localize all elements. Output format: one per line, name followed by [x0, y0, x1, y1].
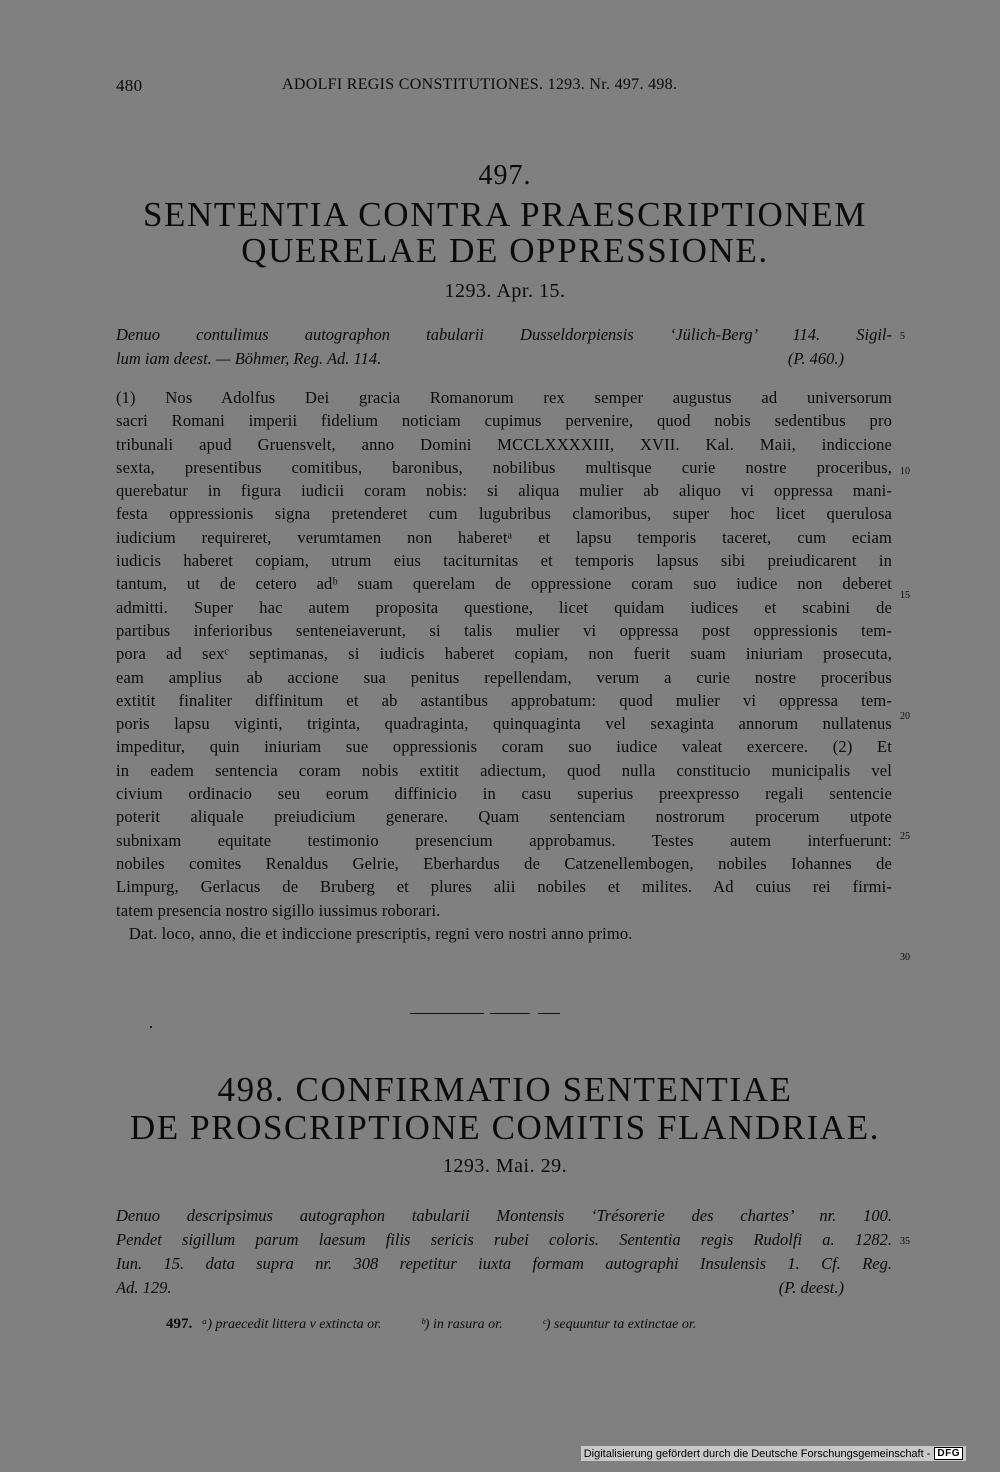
margin-line-number: 35	[900, 1236, 910, 1247]
doc498-intro	[116, 1204, 892, 1300]
footnote-b: ᵇ) in rasura or.	[421, 1317, 503, 1332]
digitization-credit	[581, 1446, 966, 1461]
margin-line-number: 25	[900, 831, 910, 842]
footnote-c: ᶜ) sequuntur ta extinctae or.	[542, 1317, 697, 1332]
text-line: partibus inferioribus senteneiaverunt, si talis mulier vi oppressa post oppressionis tem-	[116, 620, 892, 640]
text-line: Limpurg, Gerlacus de Bruberg et plures alii nobiles et milites. Ad cuius rei firmi-	[116, 877, 892, 897]
doc497-intro	[116, 323, 892, 371]
intro-line: Iun. 15. data supra nr. 308 repetitur iuxta formam autographi Insulensis 1. Cf. Reg.	[116, 1254, 892, 1273]
text-line: pora ad sexᶜ septimanas, si iudicis haberet copiam, non fuerit suam iniuriam prosecuta,	[116, 644, 892, 664]
footnote-doc-number: 497.	[166, 1316, 193, 1332]
intro-line: Pendet sigillum parum laesum filis sericis rubei coloris. Sententia regis Rudolfi a. 1282.	[116, 1230, 892, 1249]
text-line: subnixam equitate testimonio presencium approbamus. Testes autem interfuerunt:	[116, 830, 892, 850]
text-line: festa oppressionis signa pretenderet cum lugubribus clamoribus, super hoc licet querulosa	[116, 504, 892, 524]
text-line: admitti. Super hac autem proposita questione, licet quidam iudices et scabini de	[116, 597, 892, 617]
credit-text: Digitalisierung gefördert durch die Deutsche Forschungsgemeinschaft -	[583, 1447, 931, 1460]
footnotes	[166, 1316, 906, 1333]
doc498-title-line1: 498. CONFIRMATIO SENTENTIAE	[217, 1070, 793, 1109]
text-line: impeditur, quin iniuriam sue oppressionis coram suo iudice valeat exercere. (2) Et	[116, 737, 892, 757]
text-line: iudicium requireret, verumtamen non haberetᵃ et lapsu temporis taceret, cum eciam	[116, 527, 892, 547]
text-line: civium ordinacio seu eorum diffinicio in casu superius preexpresso regali sentencie	[116, 784, 892, 804]
text-line: eam amplius ab accione sua penitus repellendam, verum a curie nostre proceribus	[116, 667, 892, 687]
text-line: iudicis haberet copiam, utrum eius taciturnitas et temporis lapsus sibi preiudicarent in	[116, 551, 892, 571]
text-line: tatem presencia nostro sigillo iussimus roborari.	[116, 900, 441, 920]
text-line: (1) Nos Adolfus Dei gracia Romanorum rex semper augustus ad universorum	[116, 388, 892, 407]
dfg-logo-icon: DFG	[934, 1447, 963, 1460]
text-line: nobiles comites Renaldus Gelrie, Eberhardus de Catzenellembogen, nobiles Iohannes de	[116, 853, 892, 873]
text-line: poterit aliquale preiudicium generare. Quam sentenciam nostrorum procerum utpote	[116, 807, 892, 827]
running-title: ADOLFI REGIS CONSTITUTIONES. 1293. Nr. 497. 498.	[282, 76, 678, 93]
text-line: extitit finaliter diffinitum et ab astantibus approbatum: quod mulier vi oppressa tem-	[116, 690, 892, 710]
intro-reference: (P. 460.)	[787, 349, 844, 368]
footnote-a: ᵃ) praecedit littera v extincta or.	[201, 1317, 382, 1332]
page-number: 480	[116, 76, 143, 95]
text-line: sexta, presentibus comitibus, baronibus, nobilibus multisque curie nostre proceribus,	[116, 457, 892, 477]
text-line: sacri Romani imperii fidelium noticiam cupimus pervenire, quod nobis sedentibus pro	[116, 411, 892, 431]
intro-line-text: Ad. 129.	[116, 1278, 172, 1297]
margin-line-number: 5	[900, 331, 905, 342]
margin-line-number: 20	[900, 711, 910, 722]
intro-line-text: lum iam deest. — Böhmer, Reg. Ad. 114.	[116, 349, 382, 368]
intro-reference: (P. deest.)	[778, 1278, 844, 1297]
intro-line: Denuo contulimus autographon tabularii Dusseldorpiensis ‘Jülich-Berg’ 114. Sigil-	[116, 325, 892, 344]
intro-line: Denuo descripsimus autographon tabularii Montensis ‘Trésorerie des chartes’ nr. 100.	[116, 1206, 892, 1225]
doc497-date: 1293. Apr. 15.	[444, 280, 566, 302]
text-line: in eadem sentencia coram nobis extitit adiectum, quod nulla constitucio municipalis vel	[116, 760, 892, 780]
text-line: tantum, ut de cetero adᵇ suam querelam de oppressione coram suo iudice non deberet	[116, 574, 892, 594]
text-line: poris lapsu viginti, triginta, quadraginta, quinquaginta vel sexaginta annorum nullatenus	[116, 714, 892, 734]
margin-line-number: 10	[900, 466, 910, 477]
intro-line	[116, 1276, 892, 1300]
doc497-title-line1: SENTENTIA CONTRA PRAESCRIPTIONEM	[142, 195, 868, 234]
doc498-date: 1293. Mai. 29.	[442, 1155, 568, 1177]
text-line: querebatur in figura iudicii coram nobis: si aliqua mulier ab aliquo vi oppressa mani-	[116, 481, 892, 501]
doc498-title-line2: DE PROSCRIPTIONE COMITIS FLANDRIAE.	[129, 1108, 881, 1147]
text-line: Dat. loco, anno, die et indiccione prescriptis, regni vero nostri anno primo.	[116, 923, 633, 943]
print-speck	[150, 1026, 152, 1028]
text-line: tribunali apud Gruensvelt, anno Domini MCCLXXXXIII, XVII. Kal. Maii, indiccione	[116, 434, 892, 454]
doc497-number: 497.	[478, 160, 532, 191]
margin-line-number: 15	[900, 590, 910, 601]
margin-line-number: 30	[900, 952, 910, 963]
doc497-title-line2: QUERELAE DE OPPRESSIONE.	[241, 231, 769, 270]
doc497-text	[116, 386, 892, 945]
intro-line	[116, 347, 892, 371]
